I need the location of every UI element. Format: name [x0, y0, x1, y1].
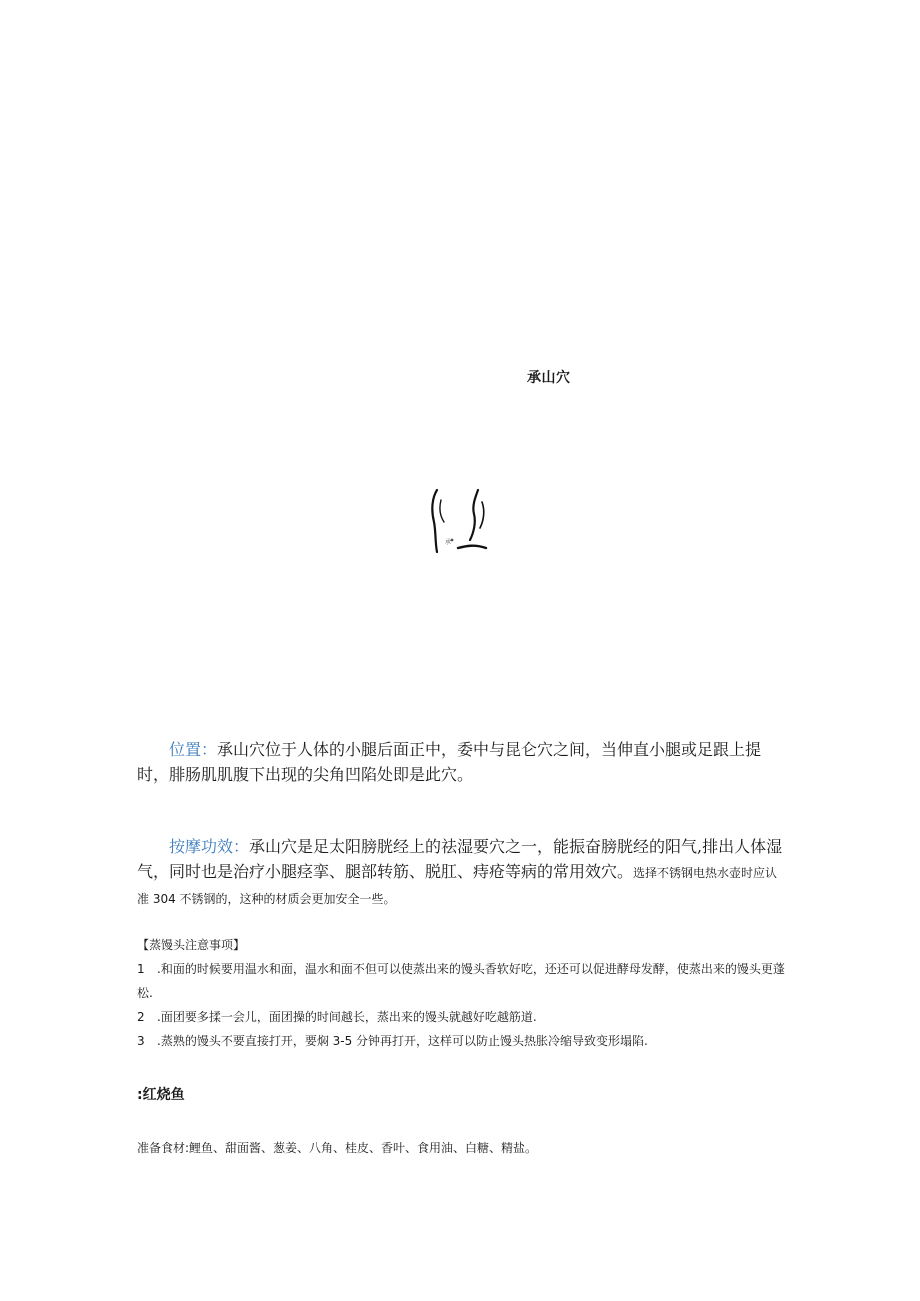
- massage-text: 承山穴是足太阳膀胱经上的祛湿要穴之一，能振奋膀胱经的阳气,排出人体湿气，同时也是治疗小腿痉挛、腿部转筋、脱肛、痔疮等病的常用效穴。: [137, 837, 783, 881]
- position-label: 位置：: [169, 740, 218, 759]
- note-text: .面团要多揉一会儿，面团操的时间越长，蒸出来的馒头就越好吃越筋道.: [157, 1010, 537, 1024]
- note-item: [137, 1005, 787, 1029]
- kettle-note: 选择不锈钢电热水壶时应认准 304 不锈钢的，这种的材质会更加安全一些。: [137, 866, 778, 906]
- note-number: 3: [137, 1034, 145, 1048]
- note-number: 1: [137, 962, 145, 976]
- note-text: .蒸熟的馒头不要直接打开，要焖 3-5 分钟再打开，这样可以防止馒头热胀冷缩导致变形塌陷.: [157, 1034, 648, 1048]
- note-item: [137, 957, 787, 1005]
- fish-heading: :红烧鱼: [137, 1087, 185, 1103]
- ingredients-line: 准备食材:鲤鱼、甜面酱、葱姜、八角、桂皮、香叶、食用油、白糖、精盐。: [137, 1141, 538, 1155]
- note-text: .和面的时候要用温水和面，温水和面不但可以使蒸出来的馒头香软好吃，还还可以促进酵母发酵，使蒸出来的馒头更蓬松.: [137, 962, 785, 1000]
- leg-acupoint-illustration: [428, 488, 490, 560]
- massage-paragraph: [137, 834, 785, 911]
- note-number: 2: [137, 1010, 145, 1024]
- position-paragraph: [137, 737, 785, 787]
- massage-label: 按摩功效：: [169, 837, 250, 856]
- figure-title: 承山穴: [527, 370, 571, 386]
- steamed-buns-notes: [137, 933, 787, 1053]
- notes-heading: 【蒸馒头注意事项】: [137, 938, 246, 952]
- note-item: [137, 1029, 787, 1053]
- acupoint-marker-label: 承: [445, 539, 452, 546]
- position-text: 承山穴位于人体的小腿后面正中，委中与昆仑穴之间，当伸直小腿或足跟上提时，腓肠肌肌腹下出现的尖角凹陷处即是此穴。: [137, 740, 762, 784]
